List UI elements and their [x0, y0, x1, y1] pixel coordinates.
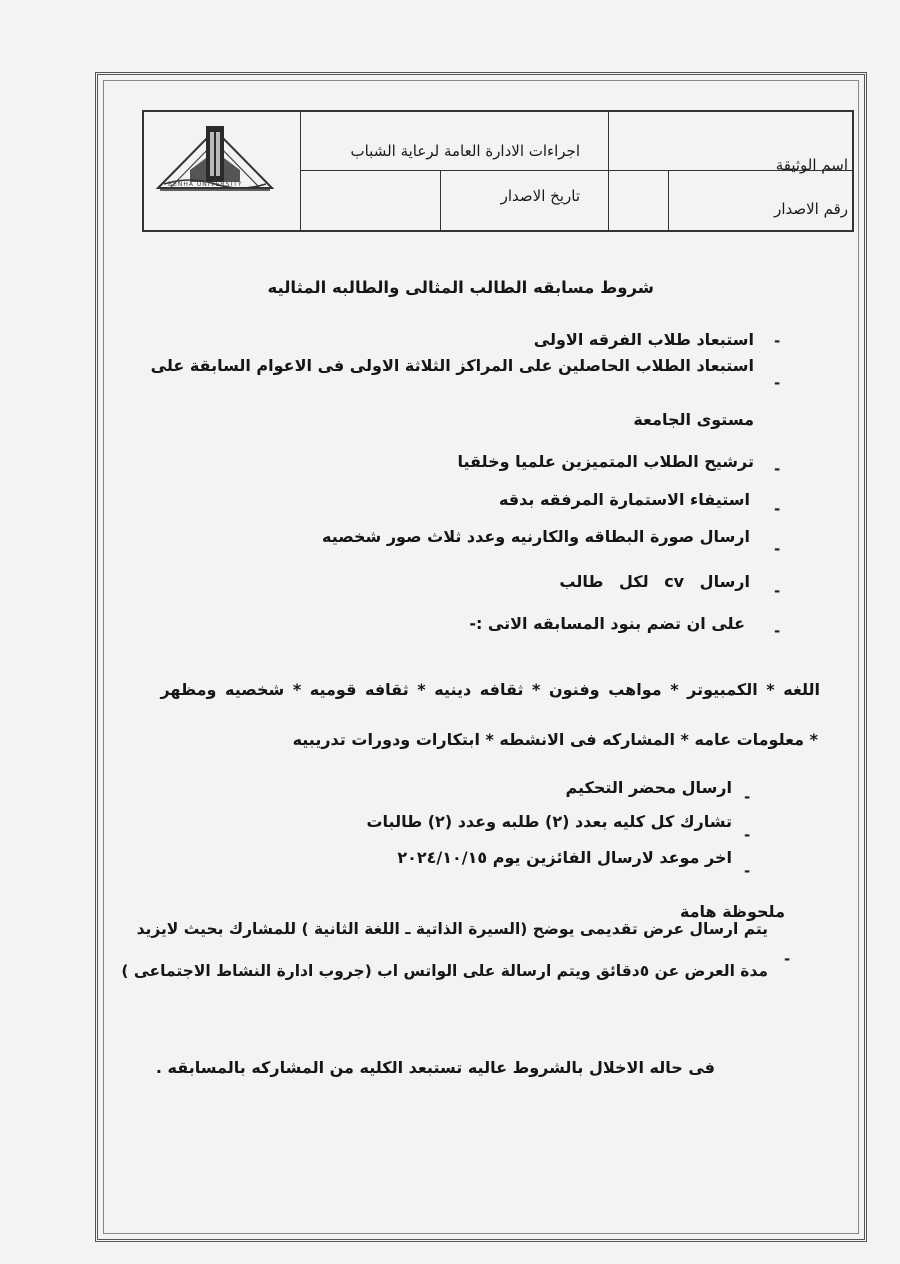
condition-item-continuation: مستوى الجامعة	[633, 410, 754, 429]
header-col-divider-bottom-3	[668, 170, 669, 232]
bullet-dash: -	[784, 950, 791, 968]
note-line-2: مدة العرض عن ٥دقائق ويتم ارسالة على الواتس اب (جروب ادارة النشاط الاجتماعى )	[121, 962, 768, 980]
condition-item: على ان تضم بنود المسابقه الاتى :-	[469, 614, 745, 633]
condition-item: استبعاد الطلاب الحاصلين على المراكز الثلاثة الاولى فى الاعوام السابقة على	[150, 356, 754, 375]
logo-divider	[300, 112, 301, 232]
closing-statement: فى حاله الاخلال بالشروط عاليه تستبعد الكليه من المشاركه بالمسابقه .	[155, 1058, 715, 1077]
condition-item: تشارك كل كليه بعدد (٢) طلبه وعدد (٢) طالبات	[366, 812, 732, 831]
bullet-dash: -	[744, 862, 751, 880]
bullet-dash: -	[744, 826, 751, 844]
doc-name-value: اجراءات الادارة العامة لرعاية الشباب	[350, 142, 580, 160]
condition-item: اخر موعد لارسال الفائزين يوم ٢٠٢٤/١٠/١٥	[397, 848, 732, 867]
condition-item: استيفاء الاستمارة المرفقه بدقه	[498, 490, 750, 509]
bullet-dash: -	[774, 622, 781, 640]
condition-item: استبعاد طلاب الفرقه الاولى	[533, 330, 754, 349]
condition-item: ارسال محضر التحكيم	[565, 778, 732, 797]
header-col-divider-top	[608, 112, 609, 170]
note-heading: ملحوظة هامة	[679, 902, 785, 921]
issue-number-label: رقم الاصدار	[774, 200, 848, 218]
condition-item: ارسال صورة البطاقه والكارنيه وعدد ثلاث صور شخصيه	[322, 527, 750, 546]
logo-caption: BENHA UNIVERSITY	[168, 181, 243, 188]
condition-item: ترشيح الطلاب المتميزين علميا وخلقيا	[457, 452, 754, 471]
bullet-dash: -	[774, 540, 781, 558]
doc-name-label: اسم الوثيقة	[775, 156, 848, 174]
page-title: شروط مسابقه الطالب المثالى والطالبه المثاليه	[267, 278, 654, 297]
note-line-1: يتم ارسال عرض تقديمى يوضح (السيرة الذاتية ـ اللغة الثانية ) للمشارك بحيث لايزيد	[136, 920, 768, 938]
header-row-divider	[300, 170, 854, 171]
competition-items-line-1: اللغه * الكمبيوتر * مواهب وفنون * ثقافه دينيه * ثقافه قوميه * شخصيه ومظهر	[160, 680, 820, 699]
header-col-divider-bottom-2	[608, 170, 609, 232]
bullet-dash: -	[774, 500, 781, 518]
bullet-dash: -	[774, 582, 781, 600]
bullet-dash: -	[774, 460, 781, 478]
issue-date-label: تاريخ الاصدار	[500, 187, 580, 205]
bullet-dash: -	[774, 332, 781, 350]
bullet-dash: -	[744, 788, 751, 806]
competition-items-line-2: * معلومات عامه * المشاركه فى الانشطه * ابتكارات ودورات تدريبيه	[292, 730, 818, 749]
header-col-divider-bottom-1	[440, 170, 441, 232]
condition-item: ارسال cv لكل طالب	[559, 572, 750, 591]
bullet-dash: -	[774, 374, 781, 392]
